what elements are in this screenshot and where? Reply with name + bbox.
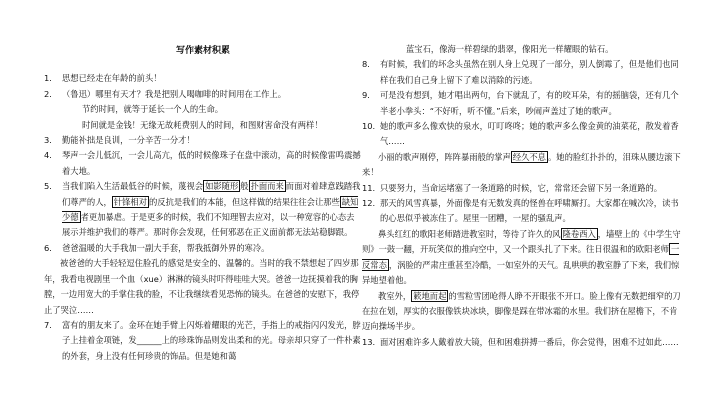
list-item: 12. 那天的风雪真暴，外面像是有无数发真的怪兽在呼啸厮打。大家都在喊次冷，读书的心思似乎被冻住了。屋里一团糟，一屋的骚乱声。 bbox=[362, 198, 679, 224]
boxed-word: 经久不息 bbox=[512, 151, 546, 162]
boxed-word: 一反常态 bbox=[362, 244, 680, 270]
boxed-word: 缺知少德 bbox=[62, 196, 359, 223]
paragraph: 鼻头红红的歌阳老师踏进教室时，等待了许久的风 隆卷西入 ，墙壁上的《中学生守则》一鼓一翻，开玩笑似的推向空中，又一个跟头扎了下来。往日很温和的欧阳老师 一反常态 ，涡脸的严肃庄重甚至冷酷，一如室外的天气。乱哄哄的教室静了下来，我们惊异地望着他。 bbox=[362, 228, 681, 286]
list-item-continuation: 时间就是金钱！无缘无故耗费别人的时间，和图财害命没有两样！ bbox=[82, 119, 323, 130]
list-item: 3. 勤能补拙是良训，一分辛苦一分才！ bbox=[44, 135, 195, 146]
list-item: 1. 思想已经走在年龄的前头！ bbox=[44, 73, 162, 84]
left-column bbox=[44, 0, 362, 364]
paragraph: 教室外， 簌地而起 的雪粒雪团呛得人睁不开眼张不开口。脸上像有无数把细窄的刀在拉在划，厚实的衣服像铁块冰块，脚像是踩在带冰霜的水里。我们挤在屋檐下，不肯迈向操场半步。 bbox=[362, 290, 681, 332]
list-item: 5. 当我们陷入生活最低谷的时候，蔑视会 如影随形 般 扑面而来 而面对着肆意践踏我们尊严的人， 针锋相对 的反抗是我们的本能，但这样做的结果往往会让那些 缺知少德 者更加暴虐。于是更多的时候，我们不知理智去应对，以一种宽容的心态去展示并维护我们的尊严。那时你会发现，任何邪恶在正义面前都无法站稳脚跟。 bbox=[44, 181, 361, 238]
paragraph: 小丽的歌声刚停，阵阵暴雨般的掌声 经久不息 。她的脸红扑扑的，泪珠从腰边滚下来！ bbox=[362, 151, 681, 178]
boxed-word: 隆卷西入 bbox=[562, 228, 596, 239]
right-column bbox=[362, 0, 682, 350]
list-item: 11. 只要努力，当命运堵塞了一条道路的时候，它，常常还会留下另一条道路的。 bbox=[362, 182, 663, 193]
list-item-continuation: 节约时间，就等于延长一个人的生命。 bbox=[82, 104, 224, 115]
list-item: 10. 她的歌声多么像欢快的泉水，叮叮咚咚；她的歌声多么像金黄的油菜花，散发着香气…… bbox=[362, 121, 679, 147]
list-item: 8. 有时候，我们的坏念头虽然在别人身上兑现了一部分，别人倒霉了，但是他们也同样在我们自己身上留下了难以消除的污迹。 bbox=[362, 59, 679, 85]
list-item: 9. 可是没有想到，她才唱出两句，台下就乱了，有的咬耳朵，有的摇脑袋，还有几个半老小拳头：“不好听，听不懂。”后来，吵闹声盖过了她的歌声。 bbox=[362, 90, 679, 116]
list-item: 4. 琴声一会儿低沉，一会儿高亢，低的时候像珠子在盘中滚动，高的时候像雷鸣震撼着大地。 bbox=[44, 150, 361, 176]
continuation-line: 蓝宝石，像海一样碧绿的翡翠，像阳光一样耀眼的钻石。 bbox=[406, 44, 614, 54]
boxed-word: 针锋相对 bbox=[113, 196, 147, 207]
boxed-word: 扑面而来 bbox=[250, 181, 284, 192]
boxed-word: 簌地而起 bbox=[413, 290, 447, 301]
list-item: 13. 面对困难许多人戴着放大镜，但和困难拼搏一番后，你会觉得，困难不过如此…… bbox=[362, 336, 679, 347]
list-item: 2. （鲁迅）哪里有天才？我是把别人喝咖啡的时间用在工作上。 bbox=[44, 88, 287, 99]
document-title: 写作素材积累 bbox=[175, 46, 230, 56]
boxed-word: 如影随形 bbox=[205, 181, 239, 192]
paragraph: 被爸爸的大手轻轻逗住脸孔的感觉是安全的、温馨的。当时的我不禁想起了四岁那年，我看电视剧里一个血（xue）淋淋的镜头时吓得哇哇大哭。爸爸一边抚摸着我的胸膛，一边用宽大的手掌住我的脸，不让我继续看见恐怖的镜头。在爸爸的安慰下，我停止了哭泣…… bbox=[44, 258, 360, 315]
list-item: 6. 爸爸温暖的大手我加一副大手套，帮我抵御外界的寒冷。 bbox=[44, 242, 270, 253]
blank: ______ bbox=[136, 335, 162, 346]
list-item: 7. 富有的朋友来了。金环在她手臂上闪烁着耀眼的光芒，手指上的戒指闪闪发光，脖子上挂着金项链，发______上的珍珠饰品则发出柔和的光。母亲却只穿了一件朴素的外套，身上没有任何珍贵的饰品。但是她和蔼 bbox=[44, 319, 361, 361]
